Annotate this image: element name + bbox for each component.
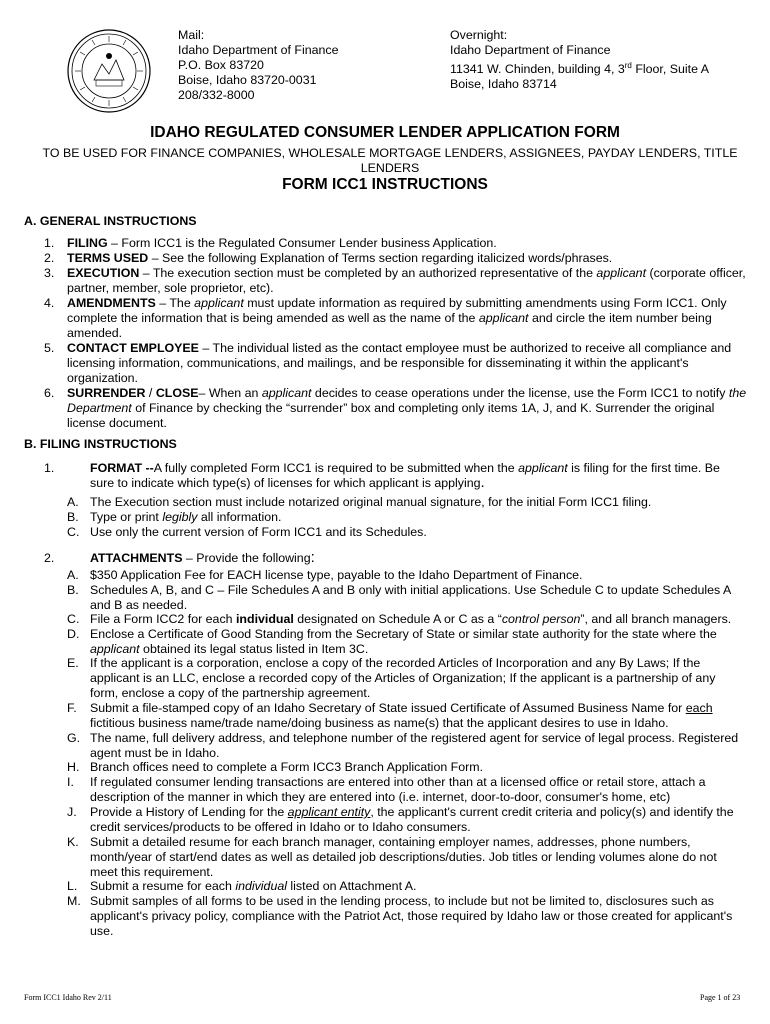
a-item-2-text: – See the following Explanation of Terms section regarding italicized words/phrases. xyxy=(148,251,613,265)
attachment-item xyxy=(90,731,745,761)
mail-phone: 208/332-8000 xyxy=(178,88,255,102)
b-format-sub-b-italic: legibly xyxy=(162,510,198,524)
a-item-4-number: 4. xyxy=(44,296,55,310)
attachment-item xyxy=(90,879,745,894)
a-item-execution xyxy=(67,266,747,296)
a-item-3-text-b: (corporate officer, partner, member, sole proprietor, etc). xyxy=(67,266,746,295)
attachment-item xyxy=(90,835,745,879)
attachment-item-letter: D. xyxy=(67,627,80,641)
attachment-item-text-a: Submit a file-stamped copy of an Idaho Secretary of State issued Certificate of Assumed Business Name for xyxy=(90,701,686,715)
b-attachments-colon: : xyxy=(310,549,315,566)
attachment-item-text: If regulated consumer lending transactions are entered into other than at a licensed office or retail store, attach a description of the manner in which they are entered into (i.e. internet, door-to-door, consumer's home, etc) xyxy=(90,775,706,804)
b-format-number: 1. xyxy=(44,461,55,475)
attachment-item-letter: G. xyxy=(67,731,81,745)
b-attachments-text xyxy=(90,551,745,566)
a-item-4-italic: applicant xyxy=(194,296,244,310)
attachment-item-text: If the applicant is a corporation, enclose a copy of the recorded Articles of Incorporation and any By Laws; If the applicant is an LLC, enclose a recorded copy of the Articles of Organization; If the applicant is a partnership of any form, enclose a copy of the partnership agreement. xyxy=(90,656,716,700)
attachment-item-letter: E. xyxy=(67,656,79,670)
overnight-agency: Idaho Department of Finance xyxy=(450,43,611,57)
mail-label: Mail: xyxy=(178,28,205,42)
attachment-item-text-b: obtained its legal status listed in Item 3C. xyxy=(139,641,369,656)
attachment-item xyxy=(90,568,745,583)
attachment-item-letter: M. xyxy=(67,894,81,908)
a-item-6-text-a: – When an xyxy=(198,386,262,400)
mail-city: Boise, Idaho 83720-0031 xyxy=(178,73,317,87)
attachment-item-underline: each xyxy=(685,701,713,715)
a-item-contact-employee xyxy=(67,341,747,385)
b-format-italic: applicant xyxy=(518,461,568,475)
attachment-item-text: Branch offices need to complete a Form ICC3 Branch Application Form. xyxy=(90,760,484,774)
attachment-item-text-c: ”, and all branch managers. xyxy=(580,612,732,626)
attachment-item-letter: J. xyxy=(67,805,77,819)
b-format-sub-a-letter: A. xyxy=(67,495,79,509)
overnight-street-sup: rd xyxy=(624,61,632,70)
a-item-6-italic-2: the Department xyxy=(67,386,747,415)
attachment-item-italic: applicant xyxy=(90,641,140,656)
attachment-item-italic-underline: applicant entity xyxy=(287,805,371,819)
form-title: IDAHO REGULATED CONSUMER LENDER APPLICATION FORM xyxy=(150,124,620,141)
a-item-3-italic: applicant xyxy=(596,266,647,280)
attachment-item-bold: individual xyxy=(235,612,294,626)
attachment-item-text: Submit samples of all forms to be used in the lending process, to include but not be limited to, disclosures such as applicant's privacy policy, compliance with the Patriot Act, those required by Idaho law or those created for applicant's use. xyxy=(90,894,733,938)
a-item-surrender-close xyxy=(67,386,747,430)
a-item-1-bold: FILING xyxy=(67,236,108,250)
attachment-item-text-a: Submit a resume for each xyxy=(90,879,236,893)
instructions-title: FORM ICC1 INSTRUCTIONS xyxy=(282,176,488,193)
overnight-street-suffix: Floor, Suite A xyxy=(631,62,710,77)
a-item-6-text-b: decides to cease operations under the license, use the Form ICC1 to notify xyxy=(311,386,729,400)
overnight-city: Boise, Idaho 83714 xyxy=(450,77,557,92)
b-format-sub-c: Use only the current version of Form ICC1 and its Schedules. xyxy=(90,525,427,539)
overnight-address-block xyxy=(450,28,709,92)
b-format-text xyxy=(90,461,745,491)
attachment-item-text-b: designated on Schedule A or C as a “ xyxy=(293,612,502,626)
overnight-street-text: 11341 W. Chinden, building 4, 3 xyxy=(450,62,625,77)
attachment-item-text: Schedules A, B, and C – File Schedules A and B only with initial applications. Use Schedule C to update Schedules A and B as needed. xyxy=(90,583,731,612)
a-item-4-text-a: – The xyxy=(155,296,195,310)
b-format-sub-b xyxy=(90,510,745,525)
b-format-sub-c-letter: C. xyxy=(67,525,80,539)
attachment-item xyxy=(90,627,745,657)
a-item-5-bold: CONTACT EMPLOYEE xyxy=(67,341,199,355)
b-format-text-b: is filing for the first time. Be sure to indicate which type(s) of licenses for which applicant is applying xyxy=(90,461,720,490)
a-item-4-text-b: must update information as required by submitting amendments using Form ICC1. Only complete the information that is being amended as well as the name of the xyxy=(67,296,727,325)
attachment-item-italic: individual xyxy=(235,879,287,893)
attachment-item xyxy=(90,760,745,775)
mail-address-block xyxy=(178,28,339,103)
attachment-item-text-a: File a Form ICC2 for each xyxy=(90,612,236,626)
b-format-period: . xyxy=(480,473,485,491)
a-item-6-slash: / xyxy=(145,386,156,400)
attachment-item-letter: C. xyxy=(67,612,80,626)
a-item-1-text: – Form ICC1 is the Regulated Consumer Lender business Application. xyxy=(107,236,497,250)
a-item-6-bold: SURRENDER xyxy=(67,386,146,400)
attachment-item-letter: L. xyxy=(67,879,78,893)
attachment-item-text-a: Enclose a Certificate of Good Standing from the Secretary of State or similar state authority for the state where the xyxy=(90,627,717,641)
a-item-filing xyxy=(67,236,747,251)
attachment-item xyxy=(90,656,745,700)
attachment-item-letter: H. xyxy=(67,760,80,774)
attachment-item xyxy=(90,612,745,627)
form-subtitle: TO BE USED FOR FINANCE COMPANIES, WHOLESALE MORTGAGE LENDERS, ASSIGNEES, PAYDAY LENDERS, TITLE LENDERS xyxy=(42,146,738,175)
attachment-item-text: The name, full delivery address, and telephone number of the registered agent for service of legal process. Registered agent must be in Idaho. xyxy=(90,731,739,760)
footer-page-number: Page 1 of 23 xyxy=(700,993,741,1002)
a-item-5-number: 5. xyxy=(44,341,55,355)
attachment-item xyxy=(90,805,745,835)
a-item-6-italic: applicant xyxy=(261,386,312,400)
footer-form-revision: Form ICC1 Idaho Rev 2/11 xyxy=(24,993,112,1002)
attachment-item-text-b: , the applicant's current credit criteria and policy(s) and identify the credit services/products to be offered in Idaho or to Idaho consumers. xyxy=(90,805,734,834)
attachment-item xyxy=(90,583,745,613)
a-item-4-bold: AMENDMENTS xyxy=(67,296,156,310)
idaho-state-seal-icon xyxy=(66,28,152,114)
attachment-item-text: Submit a detailed resume for each branch manager, containing employer names, addresses, phone numbers, month/year of start/end dates as well as detailed job descriptions/duties. Job titles or lending volumes alone do not meet this requirement. xyxy=(90,835,717,879)
b-attachments-label: – Provide the following xyxy=(182,551,311,565)
b-format-sub-b-letter: B. xyxy=(67,510,79,524)
b-format-sub-a: The Execution section must include notarized original manual signature, for the initial Form ICC1 filing. xyxy=(90,495,652,509)
b-format-sub-b-text-b: all information. xyxy=(197,510,282,524)
a-item-5-text: – The individual listed as the contact employee must be authorized to receive all compliance and licensing information, communications, and mailings, and be responsible for disseminating it within the applicant's organization. xyxy=(67,341,732,385)
b-format-text-a: A fully completed Form ICC1 is required to be submitted when the xyxy=(153,461,519,475)
section-b-heading: B. FILING INSTRUCTIONS xyxy=(24,437,177,451)
attachment-item xyxy=(90,701,745,731)
mail-agency: Idaho Department of Finance xyxy=(178,43,339,57)
attachment-item-letter: A. xyxy=(67,568,79,582)
overnight-label: Overnight: xyxy=(450,28,508,42)
a-item-6-bold-close: CLOSE xyxy=(155,386,199,400)
a-item-1-number: 1. xyxy=(44,236,55,250)
attachment-item-letter: F. xyxy=(67,701,77,715)
attachment-item-text-a: Provide a History of Lending for the xyxy=(90,805,288,819)
attachment-item-letter: I. xyxy=(67,775,74,789)
attachment-item-letter: K. xyxy=(67,835,79,849)
attachment-item xyxy=(90,894,745,938)
attachment-item-text: $350 Application Fee for EACH license type, payable to the Idaho Department of Finance. xyxy=(90,568,583,582)
a-item-2-number: 2. xyxy=(44,251,55,265)
a-item-6-text-c: of Finance by checking the “surrender” box and completing only items 1A, J, and K. Surrender the original license document. xyxy=(67,400,715,430)
attachment-item-letter: B. xyxy=(67,583,79,597)
a-item-3-bold: EXECUTION xyxy=(67,266,140,280)
mail-po-box: P.O. Box 83720 xyxy=(178,58,264,72)
a-item-6-number: 6. xyxy=(44,386,55,400)
a-item-3-number: 3. xyxy=(44,266,55,280)
a-item-2-bold: TERMS USED xyxy=(67,251,149,265)
overnight-street xyxy=(450,58,709,77)
b-attachments-number: 2. xyxy=(44,551,55,565)
b-attachments-bold: ATTACHMENTS xyxy=(90,551,183,565)
a-item-3-text-a: – The execution section must be completed by an authorized representative of the xyxy=(139,266,597,280)
attachment-item-text-b: fictitious business name/trade name/doing business as name(s) that the applicant desires to use in Idaho. xyxy=(90,715,669,730)
b-format-bold: FORMAT -- xyxy=(90,461,154,475)
a-item-terms-used xyxy=(67,251,747,266)
attachment-item xyxy=(90,775,745,805)
section-a-heading: A. GENERAL INSTRUCTIONS xyxy=(24,214,197,228)
a-item-4-italic-2: applicant xyxy=(478,310,529,325)
b-format-sub-b-text-a: Type or print xyxy=(90,510,163,524)
attachment-item-italic: control person xyxy=(501,612,581,626)
attachment-item-text-b: listed on Attachment A. xyxy=(286,879,417,893)
a-item-amendments xyxy=(67,296,747,340)
a-item-4-text-c: and circle the item number being amended. xyxy=(67,310,712,340)
